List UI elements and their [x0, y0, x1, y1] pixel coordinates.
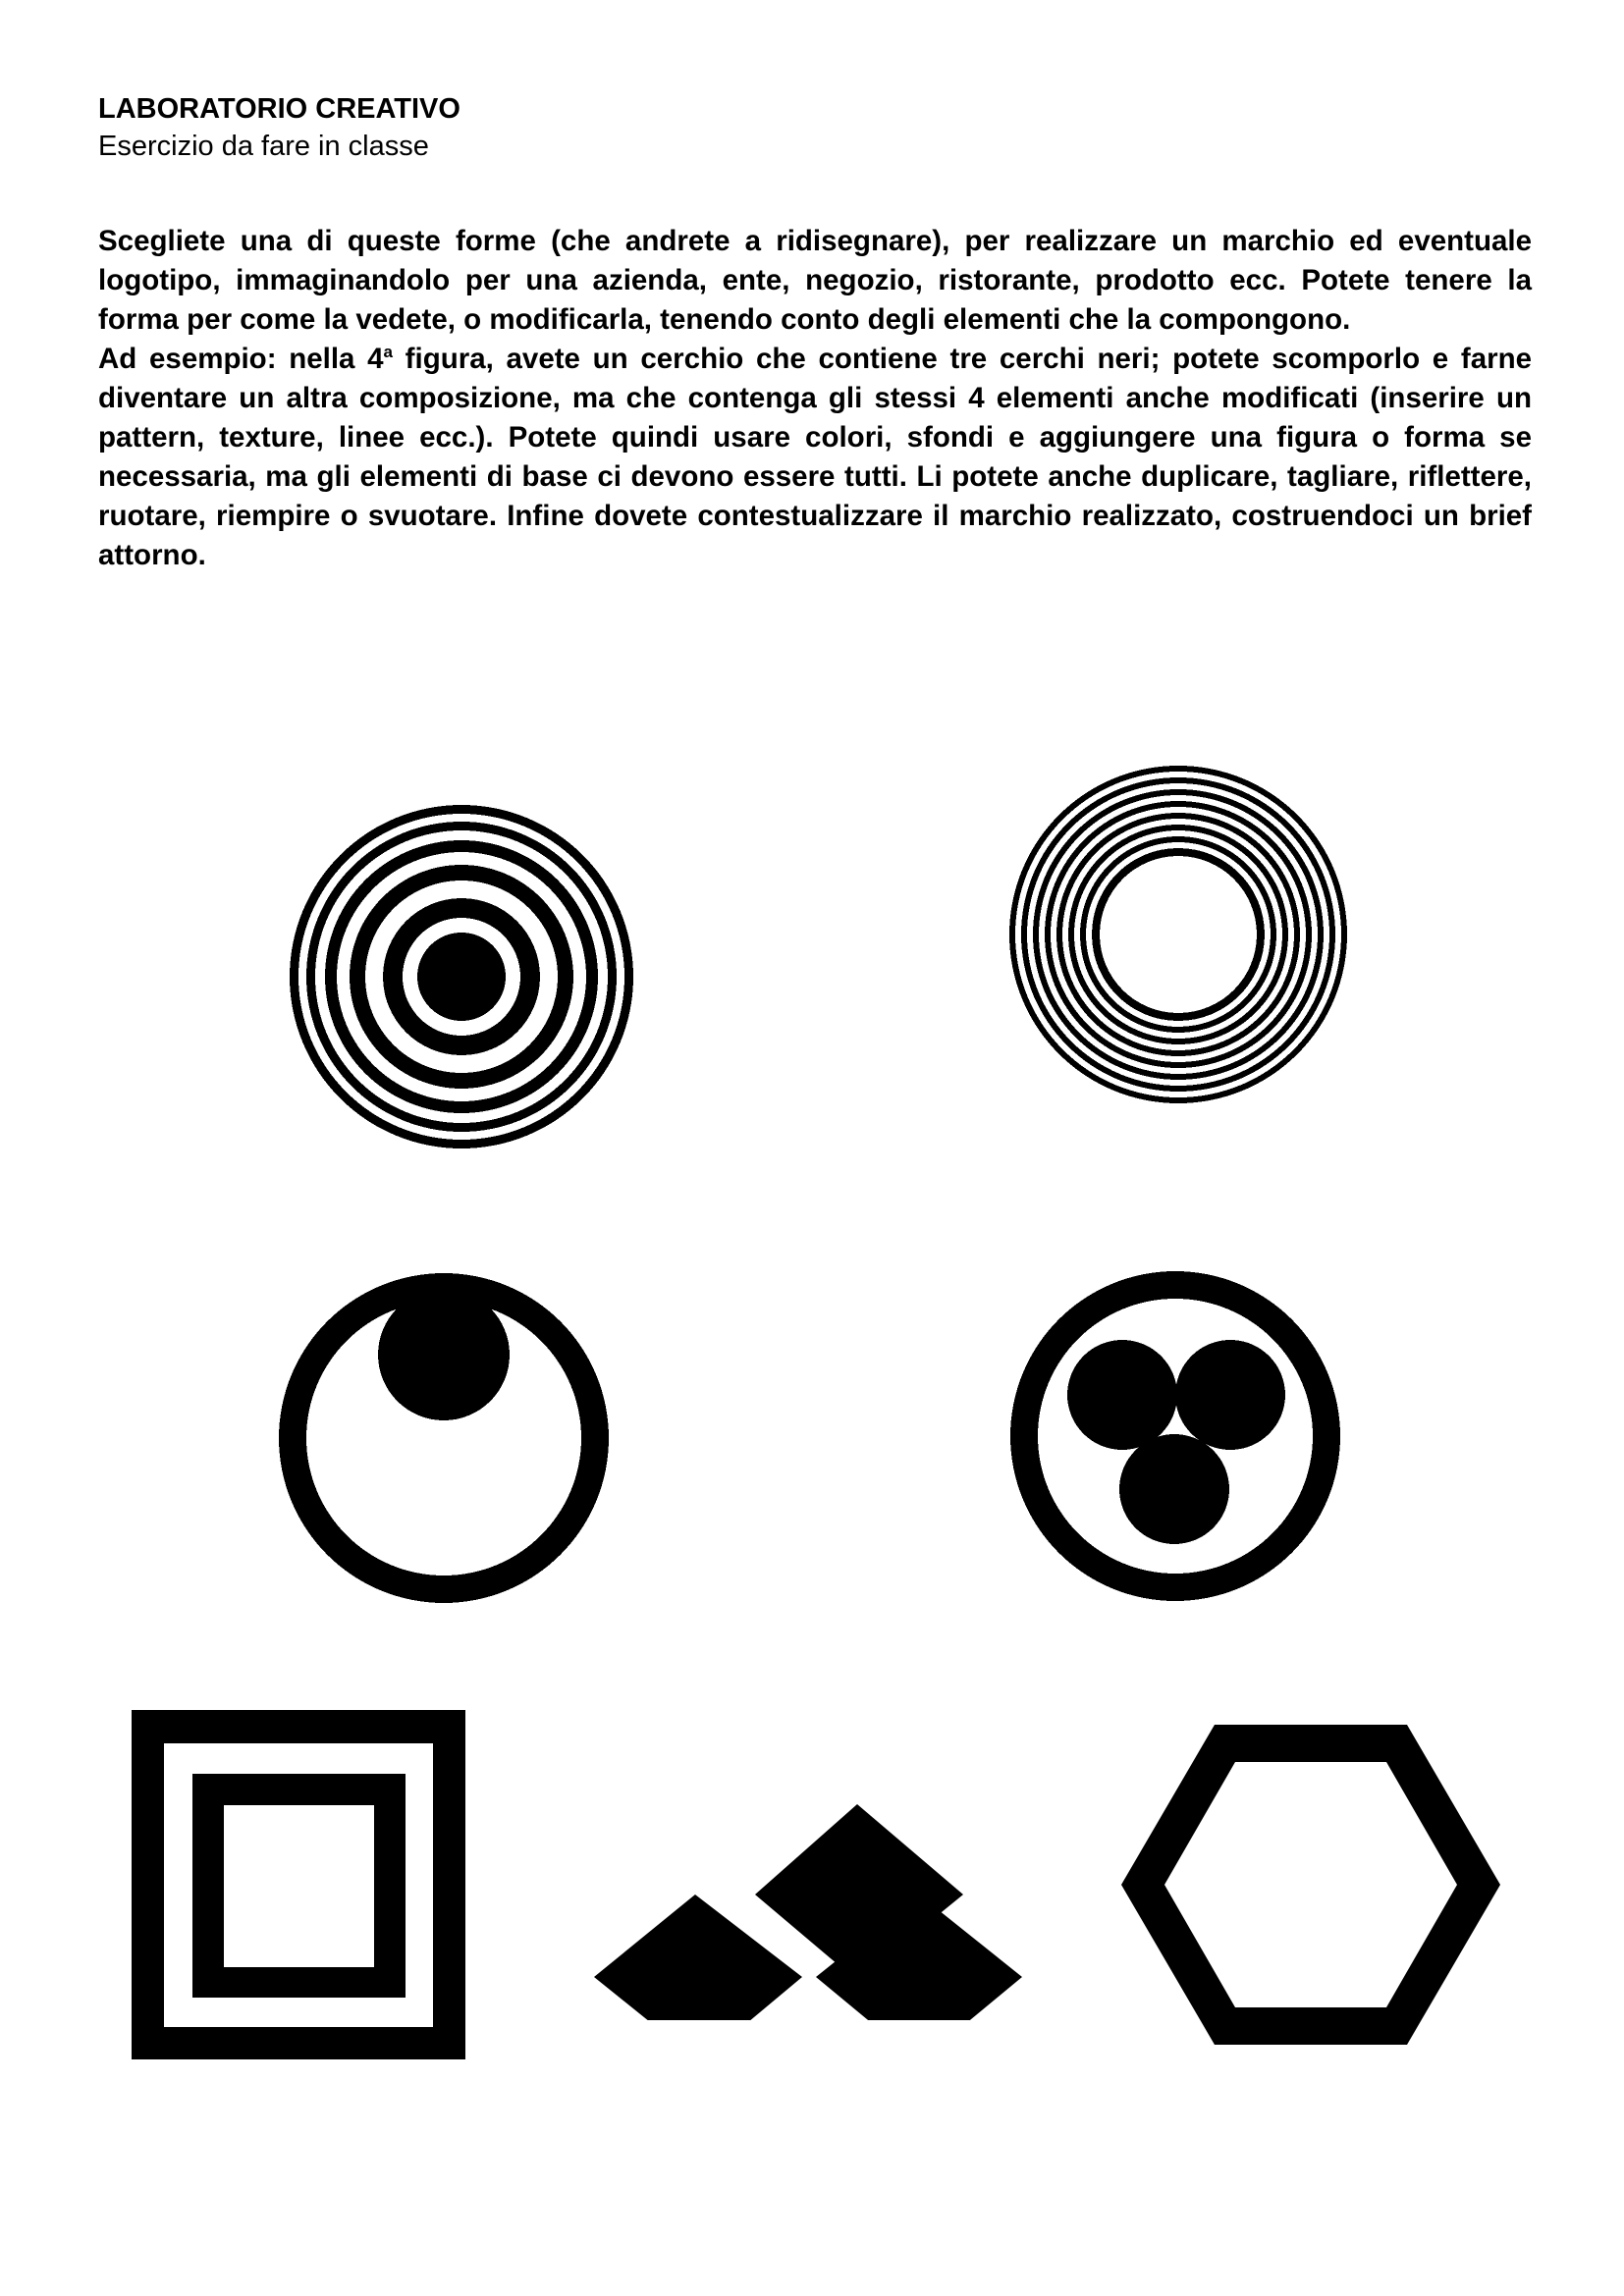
concentric-rings-with-dot-figure — [285, 800, 638, 1153]
paragraph-2-start: Ad esempio: nella 4 — [98, 343, 384, 375]
ordinal-superscript: a — [383, 343, 393, 362]
header — [98, 90, 1532, 165]
page-title: LABORATORIO CREATIVO — [98, 93, 460, 125]
ring-with-three-dots-figure — [1008, 1269, 1342, 1603]
concentric-thin-rings-figure — [1006, 763, 1350, 1106]
diamond-left — [594, 1895, 802, 2020]
paragraph-2-rest: figura, avete un cerchio che contiene tre cerchi neri; potete scomporlo e farne diventare un altra composizione, ma che contenga gli stessi 4 elementi anche modificati (inserire un pattern, texture, linee ecc.). Potete quindi usare colori, sfondi e aggiungere una figura o forma se necessaria, ma gli elementi di base ci devono essere tutti. Li potete anche duplicare, tagliare, riflettere, ruotare, riempire o svuotare. Infine dovete contestualizzare il marchio realizzato, costruendoci un brief attorno. — [98, 343, 1533, 571]
page-subtitle: Esercizio da fare in classe — [98, 131, 429, 162]
ring-with-top-dot-figure — [277, 1271, 611, 1605]
instructions-paragraph-1: Scegliete una di queste forme (che andrete a ridisegnare), per realizzare un marchio ed eventuale logotipo, immaginandolo per una azienda, ente, negozio, ristorante, prodotto ecc. Potete tenere la forma per come la vedete, o modificarla, tenendo conto degli elementi che la compongono. — [98, 225, 1532, 336]
instructions — [98, 222, 1532, 575]
three-diamonds-figure — [594, 1785, 1026, 2020]
hexagon-outline-figure — [1119, 1723, 1502, 2047]
instructions-paragraph-2 — [98, 340, 1532, 575]
nested-squares-figure — [132, 1710, 465, 2059]
